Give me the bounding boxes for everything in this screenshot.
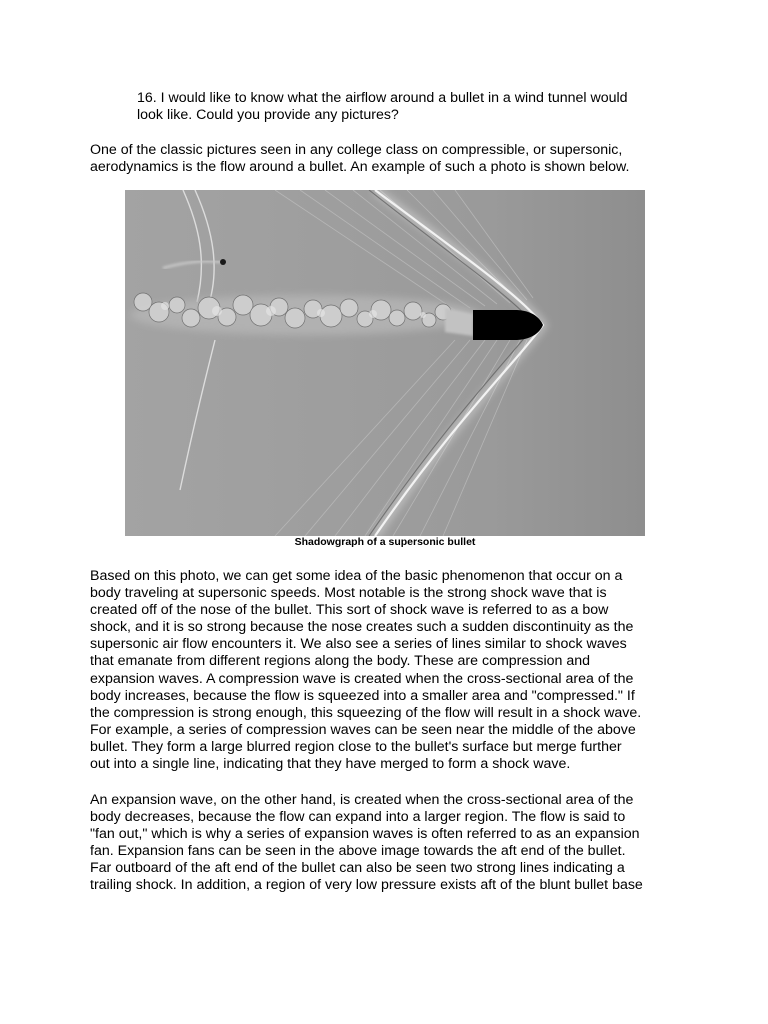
question-paragraph bbox=[137, 90, 697, 124]
paragraph-line: body traveling at supersonic speeds. Most notable is the strong shock wave that is bbox=[90, 585, 607, 602]
question-line: 16. I would like to know what the airflow around a bullet in a wind tunnel would bbox=[137, 90, 628, 106]
paragraph-line: shock, and it is so strong because the nose creates such a sudden discontinuity as the bbox=[90, 619, 634, 636]
photo-background bbox=[125, 190, 645, 536]
paragraph-line: body increases, because the flow is squeezed into a smaller area and "compressed." If bbox=[90, 687, 635, 704]
paragraph-line: Based on this photo, we can get some idea of the basic phenomenon that occur on a bbox=[90, 568, 623, 584]
paragraph-line: "fan out," which is why a series of expansion waves is often referred to as an expansion bbox=[90, 826, 640, 843]
paragraph-line: An expansion wave, on the other hand, is created when the cross-sectional area of the bbox=[90, 792, 634, 808]
intro-paragraph bbox=[90, 142, 690, 176]
figure-caption: Shadowgraph of a supersonic bullet bbox=[294, 536, 476, 548]
intro-line: One of the classic pictures seen in any college class on compressible, or supersonic, bbox=[90, 142, 623, 158]
paragraph-line: the compression is strong enough, this squeezing of the flow will result in a shock wave. bbox=[90, 704, 642, 721]
paragraph-line: bullet. They form a large blurred region close to the bullet's surface but merge further bbox=[90, 738, 622, 755]
paragraph-line: created off of the nose of the bullet. This sort of shock wave is referred to as a bow bbox=[90, 602, 609, 619]
question-line: look like. Could you provide any pictures? bbox=[137, 107, 399, 123]
body-paragraph-1 bbox=[90, 568, 690, 773]
bullet bbox=[473, 310, 543, 340]
paragraph-line: Far outboard of the aft end of the bullet can also be seen two strong lines indicating a bbox=[90, 860, 625, 877]
intro-line: aerodynamics is the flow around a bullet. An example of such a photo is shown below. bbox=[90, 159, 630, 175]
paragraph-line: that emanate from different regions along the body. These are compression and bbox=[90, 653, 591, 670]
paragraph-line: fan. Expansion fans can be seen in the above image towards the aft end of the bullet. bbox=[90, 843, 626, 860]
shadowgraph-photo bbox=[125, 190, 645, 536]
paragraph-line: expansion waves. A compression wave is created when the cross-sectional area of the bbox=[90, 670, 634, 687]
paragraph-line: trailing shock. In addition, a region of very low pressure exists aft of the blunt bullet base bbox=[90, 877, 643, 894]
paragraph-line: For example, a series of compression waves can be seen near the middle of the above bbox=[90, 721, 636, 738]
paragraph-line: out into a single line, indicating that they have merged to form a shock wave. bbox=[90, 756, 571, 773]
body-paragraph-2 bbox=[90, 792, 690, 895]
paragraph-line: body decreases, because the flow can expand into a larger region. The flow is said to bbox=[90, 809, 626, 826]
paragraph-line: supersonic air flow encounters it. We also see a series of lines similar to shock waves bbox=[90, 636, 627, 653]
